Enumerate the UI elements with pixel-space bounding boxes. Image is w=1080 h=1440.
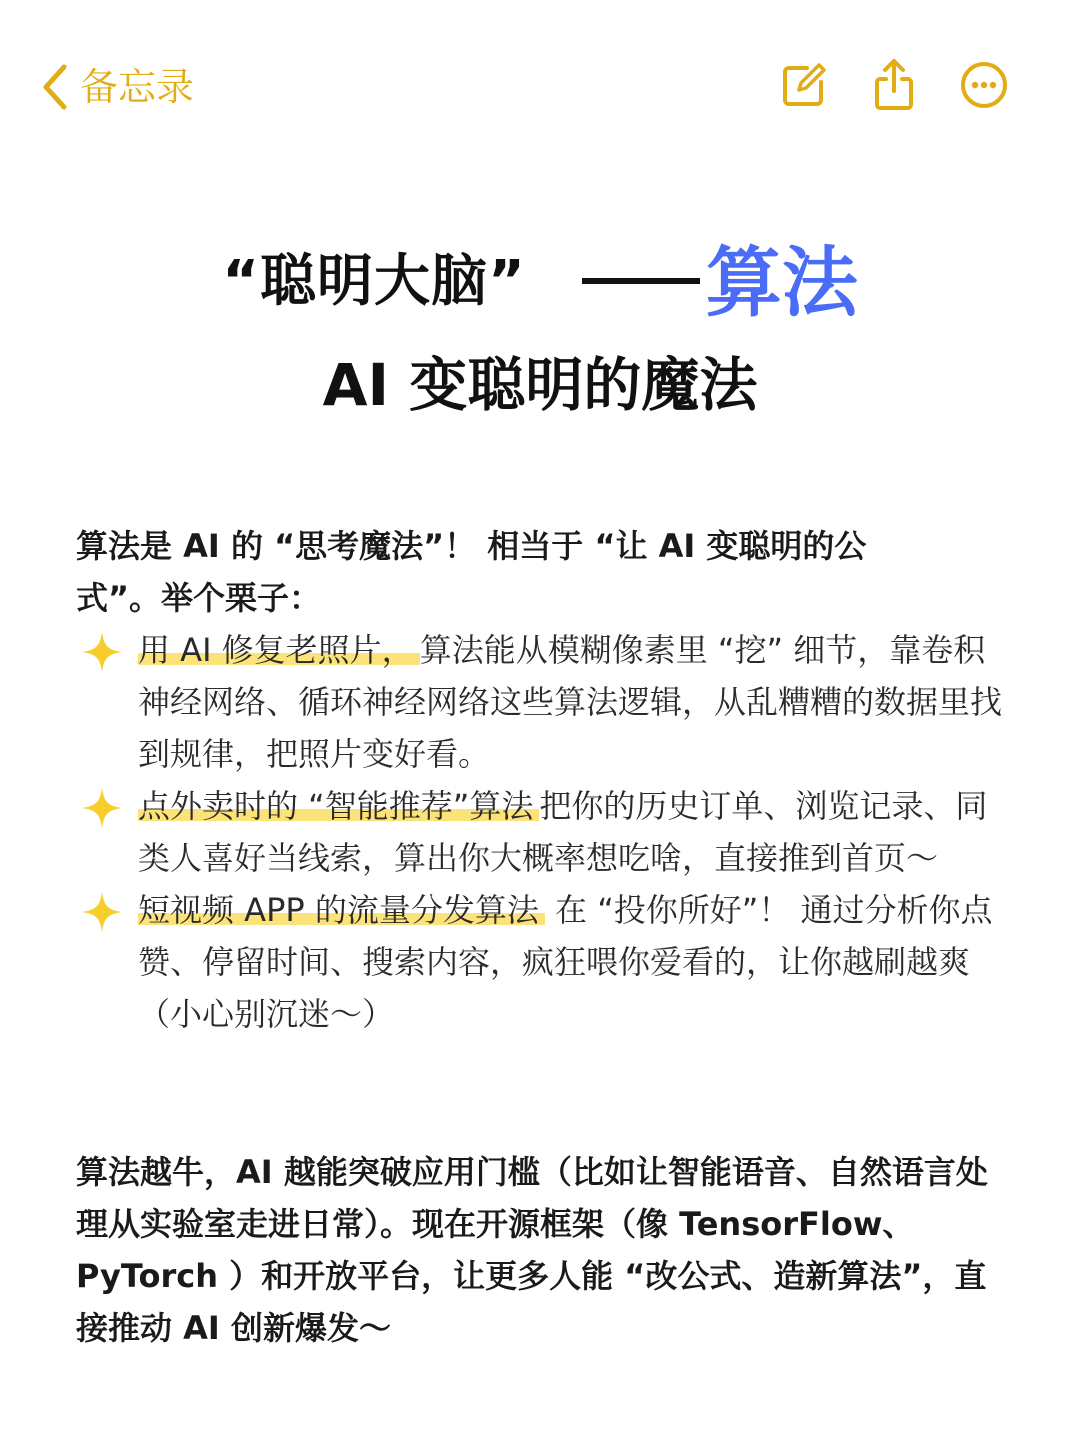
sparkle-icon <box>80 630 124 674</box>
bullet-text: 在 “投你所好”！ 通过分析你点赞、停留时间、搜索内容，疯狂喂你爱看的，让你越刷越爽（小心别沉迷～） <box>138 891 993 1033</box>
conclusion-paragraph: 算法越牛，AI 越能突破应用门槛（比如让智能语音、自然语言处理从实验室走进日常）。现在开源框架（像 TensorFlow、PyTorch ）和开放平台，让更多人能 “改公式、造新算法”，直接推动 AI 创新爆发～ <box>76 1153 988 1347</box>
note-title <box>0 222 1080 331</box>
note-subtitle: AI 变聪明的魔法 <box>322 351 758 419</box>
list-item <box>78 884 1008 1040</box>
title-dash <box>582 278 700 284</box>
list-item <box>78 624 1008 780</box>
title-highlight: 算法 <box>705 238 858 327</box>
bullet-highlight: 点外卖时的 “智能推荐”算法 <box>138 787 539 825</box>
bullet-highlight: 用 AI 修复老照片， <box>138 631 420 669</box>
title-quote: “聪明大脑” <box>222 248 526 314</box>
bullet-highlight: 短视频 APP 的流量分发算法 <box>138 891 545 929</box>
back-label: 备忘录 <box>80 65 195 109</box>
bullet-list <box>78 624 1008 1040</box>
more-icon <box>958 59 1010 111</box>
sparkle-icon <box>80 890 124 934</box>
nav-actions <box>778 55 1010 115</box>
back-button[interactable] <box>40 61 194 113</box>
compose-button[interactable] <box>778 55 830 115</box>
bullet-text: 算法能从模糊像素里 “挖” 细节，靠卷积神经网络、循环神经网络这些算法逻辑，从乱糟糟的数据里找到规律，把照片变好看。 <box>138 631 1003 773</box>
top-nav-bar <box>0 55 1080 119</box>
intro-paragraph: 算法是 AI 的 “思考魔法”！ 相当于 “让 AI 变聪明的公式”。举个栗子： <box>76 527 867 617</box>
compose-icon <box>779 60 829 110</box>
share-icon <box>872 57 916 113</box>
share-button[interactable] <box>868 55 920 115</box>
list-item <box>78 780 1008 884</box>
chevron-left-icon <box>40 63 70 111</box>
more-button[interactable] <box>958 55 1010 115</box>
sparkle-icon <box>80 786 124 830</box>
bullet-text: 把你的历史订单、浏览记录、同类人喜好当线索，算出你大概率想吃啥，直接推到首页～ <box>138 787 988 877</box>
